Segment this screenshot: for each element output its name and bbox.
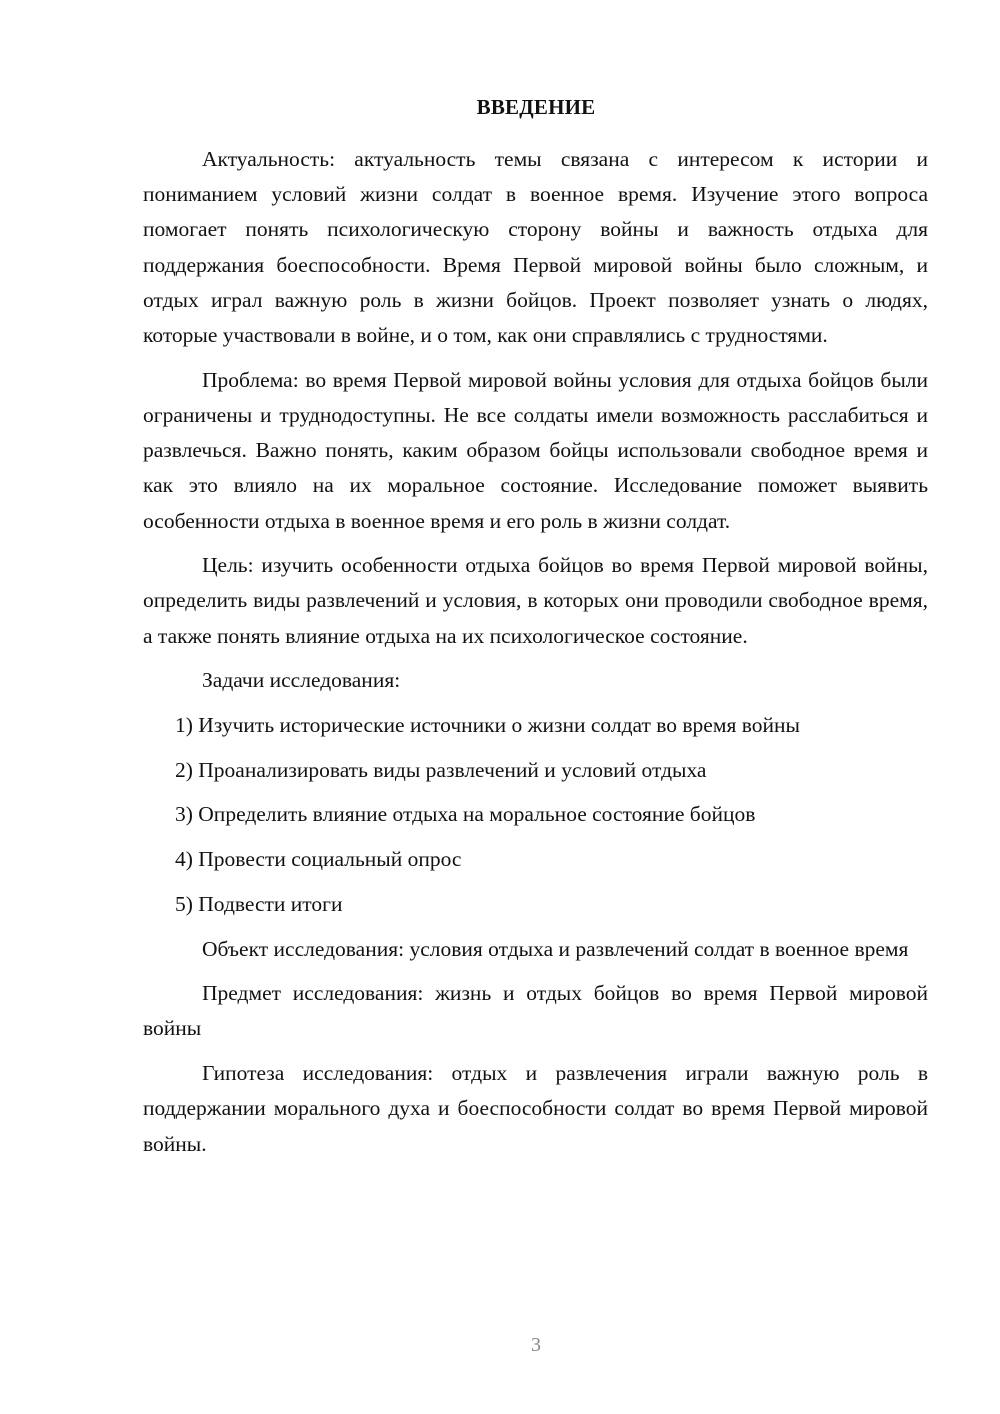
task-item-2: 2) Проанализировать виды развлечений и условий отдыха (175, 757, 707, 782)
object-paragraph: Объект исследования: условия отдыха и развлечений солдат в военное время (202, 936, 909, 961)
goal-paragraph: Цель: изучить особенности отдыха бойцов во время Первой мировой войны, определить виды развлечений и условия, в которых они проводили свободное время, а также понять влияние отдыха на их психологическое состояние. (143, 553, 928, 648)
page-number: 3 (531, 1334, 541, 1356)
relevance-paragraph: Актуальность: актуальность темы связана с интересом к истории и пониманием условий жизни солдат в военное время. Изучение этого вопроса помогает понять психологическую сторону войны и важность отдыха для поддержания боеспособности. Время Первой мировой войны было сложным, и отдых играл важную роль в жизни бойцов. Проект позволяет узнать о людях, которые участвовали в войне, и о том, как они справлялись с трудностями. (143, 147, 928, 348)
task-item-4: 4) Провести социальный опрос (175, 847, 462, 872)
task-item-1: 1) Изучить исторические источники о жизни солдат во время войны (175, 713, 800, 738)
hypothesis-paragraph: Гипотеза исследования: отдых и развлечения играли важную роль в поддержании морального духа и боеспособности солдат во время Первой мировой войны. (143, 1061, 928, 1156)
problem-paragraph: Проблема: во время Первой мировой войны условия для отдыха бойцов были ограничены и труднодоступны. Не все солдаты имели возможность расслабиться и развлечься. Важно понять, каким образом бойцы использовали свободное время и как это влияло на их моральное состояние. Исследование поможет выявить особенности отдыха в военное время и его роль в жизни солдат. (143, 367, 928, 533)
task-item-5: 5) Подвести итоги (175, 891, 343, 916)
subject-paragraph: Предмет исследования: жизнь и отдых бойцов во время Первой мировой войны (143, 981, 928, 1041)
page-title: ВВЕДЕНИЕ (476, 95, 596, 119)
task-item-3: 3) Определить влияние отдыха на моральное состояние бойцов (175, 802, 756, 827)
page-content (143, 142, 928, 1171)
tasks-heading: Задачи исследования: (202, 668, 401, 693)
